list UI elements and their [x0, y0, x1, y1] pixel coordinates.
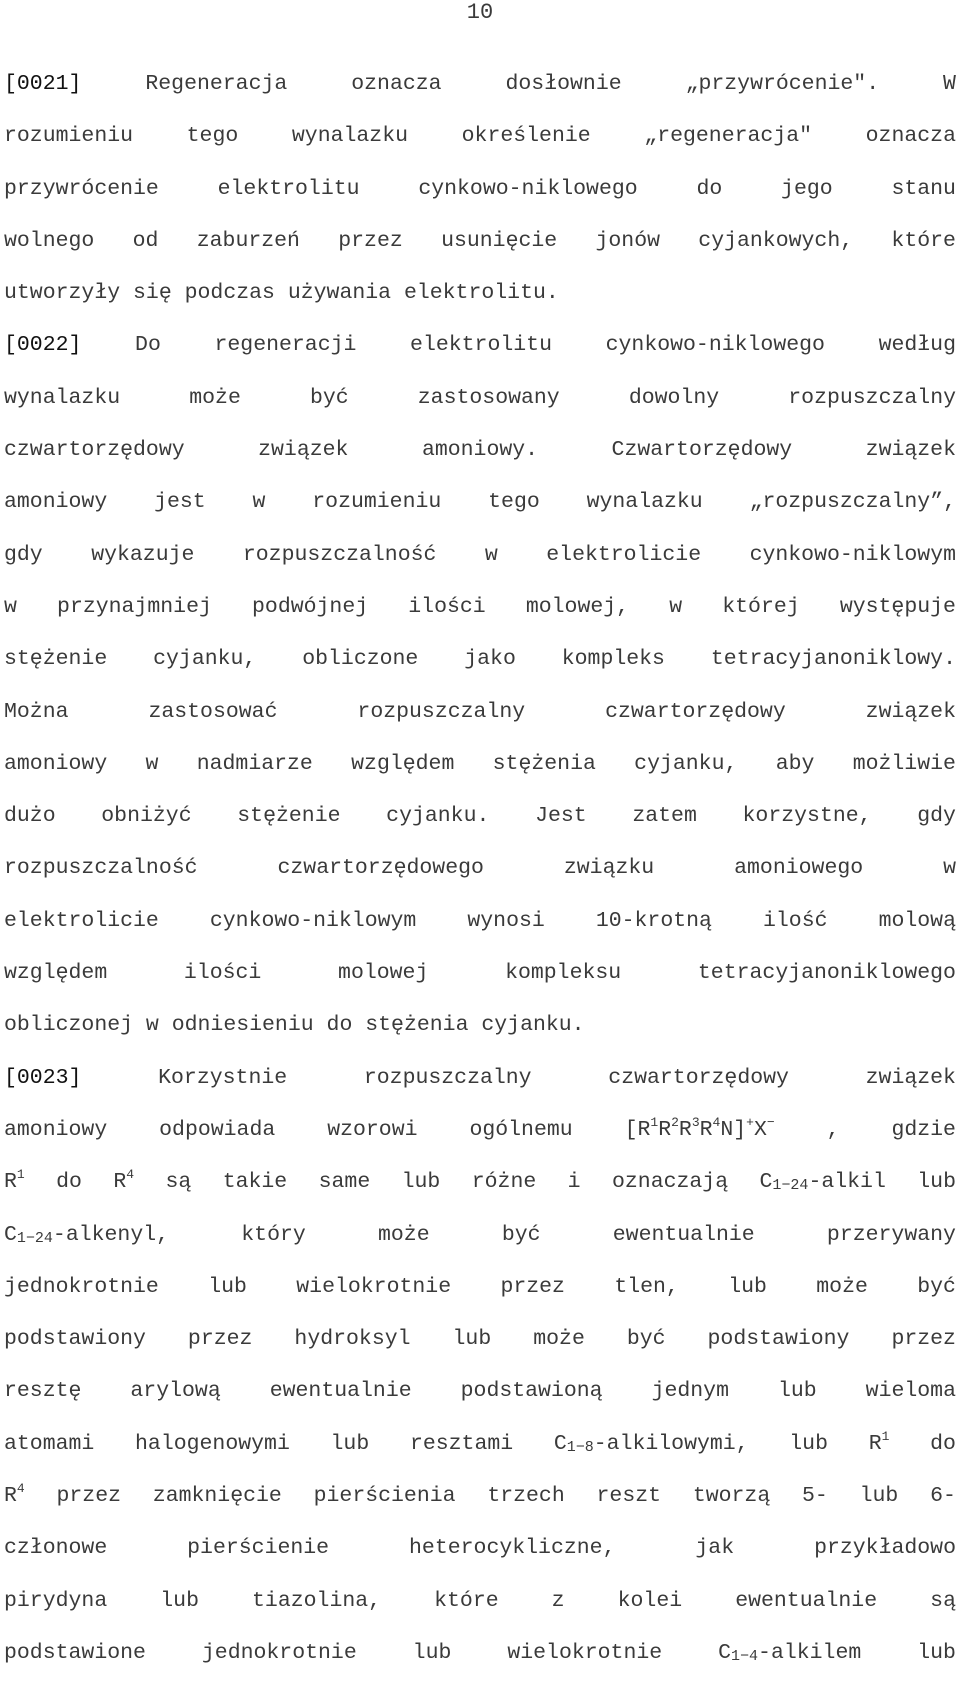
word: występuje: [839, 594, 956, 619]
text-line: [4, 901, 956, 953]
word: halogenowymi: [135, 1431, 290, 1456]
formula: [869, 1424, 890, 1464]
text-line: [4, 1215, 956, 1267]
word: hydroksyl: [294, 1327, 411, 1352]
formula-text: -alkil: [808, 1170, 886, 1195]
word: trzech: [487, 1484, 565, 1509]
word: W: [943, 72, 956, 96]
word: resztę: [4, 1379, 82, 1404]
word: może: [533, 1327, 585, 1352]
word: podczas: [184, 281, 275, 306]
text-line: [4, 535, 956, 587]
word: do: [930, 1431, 956, 1456]
formula: [4, 1215, 169, 1255]
word: resztami: [409, 1431, 514, 1456]
superscript: 4: [126, 1167, 135, 1183]
word: Regeneracja: [145, 72, 288, 96]
word: amoniowy: [4, 490, 108, 515]
document-body: [4, 64, 956, 1685]
word: rozumieniu: [312, 490, 442, 515]
word: względem: [351, 751, 455, 776]
word: kolei: [617, 1588, 683, 1613]
word: zaburzeń: [196, 228, 300, 253]
word: aby: [775, 751, 815, 776]
word: według: [878, 333, 956, 358]
word: tlen,: [614, 1274, 679, 1299]
word: przykładowo: [814, 1536, 956, 1561]
word: heterocykliczne,: [409, 1536, 616, 1561]
word: ilości: [183, 961, 262, 986]
word: w: [145, 1013, 159, 1038]
word: cyjankowych,: [698, 228, 854, 253]
text-line: [4, 1371, 956, 1423]
word: jako: [464, 647, 516, 672]
word: ilość: [763, 908, 828, 933]
word: tworzą: [692, 1484, 771, 1509]
word: lub: [789, 1431, 828, 1456]
word: cynkowo-niklowego: [418, 176, 638, 201]
superscript: −: [766, 1114, 775, 1130]
formula: [554, 1424, 749, 1464]
word: „regeneracja": [644, 124, 813, 149]
text-line: [4, 273, 956, 325]
word: czwartorzędowego: [277, 856, 484, 881]
text-line: [4, 744, 956, 796]
word: związek: [865, 699, 956, 724]
text-line: [4, 325, 956, 377]
word: czwartorzędowy: [608, 1065, 789, 1090]
word: jego: [781, 176, 833, 201]
word: związek: [258, 438, 349, 463]
text-line: [4, 1528, 956, 1580]
word: pirydyna: [4, 1588, 108, 1613]
word: arylową: [130, 1379, 221, 1404]
word: być: [917, 1274, 956, 1299]
word: do: [696, 176, 723, 201]
text-line: [4, 1581, 956, 1633]
word: rozpuszczalność: [242, 542, 437, 567]
word: być: [309, 385, 349, 410]
formula-text: R: [113, 1170, 127, 1195]
word: molowej: [338, 961, 429, 986]
word: Można: [4, 699, 69, 724]
word: może: [378, 1222, 430, 1247]
word: przez: [56, 1484, 122, 1509]
word: określenie: [461, 124, 591, 149]
word: gdzie: [891, 1117, 956, 1142]
word: lub: [859, 1484, 899, 1509]
word: elektrolicie: [546, 542, 702, 567]
text-line: [4, 378, 956, 430]
word: od: [132, 228, 159, 253]
word: amoniowy: [4, 751, 108, 776]
word: czwartorzędowy: [605, 699, 786, 724]
word: możliwie: [852, 751, 956, 776]
word: wynalazku: [586, 490, 703, 515]
word: przez: [187, 1327, 253, 1352]
word: przynajmniej: [57, 594, 212, 619]
word: dosłownie: [505, 72, 622, 96]
word: i: [567, 1170, 581, 1195]
word: rozpuszczalny: [788, 385, 956, 410]
text-line: [4, 1058, 956, 1110]
word: elektrolitu: [217, 176, 360, 201]
word: związek: [865, 438, 956, 463]
word: są: [165, 1170, 192, 1195]
subscript: 1−24: [772, 1177, 809, 1195]
word: członowe: [4, 1536, 108, 1561]
word: zamknięcie: [152, 1484, 282, 1509]
word: być: [501, 1222, 541, 1247]
word: 5-: [802, 1484, 828, 1509]
text-line: [4, 848, 956, 900]
formula: [718, 1633, 861, 1673]
word: związku: [563, 856, 655, 881]
word: Do: [135, 333, 161, 358]
word: utworzyły: [4, 281, 121, 306]
text-line: [4, 1476, 956, 1528]
text-line: [4, 1162, 956, 1214]
text-line: [4, 430, 956, 482]
word: ilości: [408, 594, 486, 619]
formula-text: R: [699, 1117, 713, 1142]
formula-text: C: [718, 1640, 732, 1665]
word: lub: [452, 1327, 492, 1352]
word: korzystne,: [742, 804, 872, 829]
superscript: 1: [16, 1167, 25, 1183]
word: do: [56, 1170, 82, 1195]
word: jednokrotnie: [4, 1274, 159, 1299]
word: obniżyć: [101, 804, 192, 829]
word: „przywrócenie".: [685, 72, 880, 96]
word: „rozpuszczalny”,: [749, 490, 956, 515]
word: wynalazku: [291, 124, 409, 149]
superscript: 3: [691, 1114, 700, 1130]
word: cyjanku,: [153, 647, 257, 672]
word: jonów: [595, 228, 660, 253]
word: oznacza: [351, 72, 442, 96]
formula: [4, 1162, 25, 1202]
word: lub: [777, 1379, 817, 1404]
word: reszt: [596, 1484, 662, 1509]
word: jak: [695, 1536, 735, 1561]
word: zatem: [632, 804, 697, 829]
word: dowolny: [628, 385, 720, 410]
word: cyjanku.: [481, 1013, 585, 1038]
word: w: [943, 856, 956, 881]
word: stężenie: [4, 647, 108, 672]
formula-text: [R: [624, 1117, 651, 1142]
word: 6-: [930, 1484, 956, 1509]
formula: [113, 1162, 134, 1202]
formula: [4, 1476, 25, 1516]
word: Korzystnie: [158, 1065, 288, 1090]
word: jednokrotnie: [201, 1640, 357, 1665]
text-line: [4, 1424, 956, 1476]
word: używania: [287, 281, 392, 306]
word: rozpuszczalny: [363, 1065, 532, 1090]
word: w: [145, 751, 159, 776]
word: usunięcie: [441, 228, 558, 253]
word: podstawioną: [460, 1379, 603, 1404]
text-line: [4, 116, 956, 168]
formula-text: R: [4, 1484, 17, 1509]
word: amoniowego: [734, 856, 864, 881]
word: stężenia: [365, 1013, 469, 1038]
word: ogólnemu: [469, 1117, 573, 1142]
formula-text: C: [553, 1431, 567, 1456]
formula-text: R: [4, 1170, 17, 1195]
word: związek: [865, 1065, 956, 1090]
word: pierścienie: [187, 1536, 330, 1561]
text-line: [4, 169, 956, 221]
word: same: [318, 1170, 371, 1195]
word: elektrolitu: [410, 333, 552, 358]
word: zastosować: [148, 699, 278, 724]
word: do: [326, 1013, 353, 1038]
word: elektrolitu.: [403, 281, 559, 306]
word: elektrolicie: [4, 908, 159, 933]
word: lub: [917, 1170, 956, 1195]
formula-text: R: [868, 1431, 882, 1456]
word: podwójnej: [252, 594, 369, 619]
word: lub: [728, 1274, 767, 1299]
word: obliczonej: [4, 1013, 134, 1038]
word: różne: [471, 1170, 537, 1195]
word: ewentualnie: [735, 1588, 878, 1613]
word: tetracyjanoniklowego: [697, 961, 956, 986]
word: nadmiarze: [196, 751, 313, 776]
superscript: 4: [16, 1481, 25, 1497]
word: amoniowy: [4, 1117, 108, 1142]
word: molową: [878, 908, 956, 933]
formula: [760, 1162, 886, 1202]
word: regeneracji: [214, 333, 357, 358]
word: które: [434, 1588, 499, 1613]
text-line: [4, 796, 956, 848]
word: być: [626, 1327, 666, 1352]
word: tego: [488, 490, 540, 515]
word: odniesieniu: [171, 1013, 314, 1038]
word: tiazolina,: [252, 1588, 382, 1613]
formula-text: -alkilowymi,: [593, 1431, 749, 1456]
formula-text: N]: [720, 1117, 747, 1142]
word: rozumieniu: [4, 124, 134, 149]
word: amoniowy.: [421, 438, 539, 463]
text-line: [4, 64, 956, 116]
paragraph-number: [0021]: [4, 72, 82, 96]
text-line: [4, 1110, 956, 1162]
subscript: 1−8: [566, 1438, 594, 1456]
word: lub: [330, 1431, 370, 1456]
word: przez: [500, 1274, 565, 1299]
word: cyjanku.: [386, 804, 490, 829]
word: oznaczają: [611, 1170, 729, 1195]
text-line: [4, 1005, 956, 1057]
word: gdy: [917, 804, 956, 829]
word: kompleksu: [505, 961, 622, 986]
paragraph-number: [0022]: [4, 333, 82, 358]
word: w: [484, 542, 498, 567]
word: lub: [412, 1640, 452, 1665]
page-number: 10: [466, 0, 494, 25]
word: cynkowo-niklowym: [209, 908, 417, 933]
word: wzorowi: [327, 1117, 418, 1142]
text-line: [4, 639, 956, 691]
word: wielokrotnie: [296, 1274, 452, 1299]
word: ,: [826, 1117, 840, 1142]
word: lub: [160, 1588, 199, 1613]
word: w: [669, 594, 683, 619]
word: atomami: [4, 1431, 95, 1456]
text-line: [4, 587, 956, 639]
text-line: [4, 482, 956, 534]
word: względem: [4, 961, 108, 986]
word: ewentualnie: [612, 1222, 755, 1247]
formula-text: R: [678, 1117, 692, 1142]
word: gdy: [4, 542, 43, 567]
word: rozpuszczalność: [4, 856, 198, 881]
word: może: [816, 1274, 868, 1299]
word: są: [930, 1588, 956, 1613]
superscript: 2: [671, 1114, 679, 1130]
word: w: [4, 594, 17, 619]
word: może: [189, 385, 241, 410]
word: podstawiony: [707, 1327, 850, 1352]
word: przez: [891, 1327, 956, 1352]
word: wynalazku: [4, 385, 121, 410]
formula-text: -alkilem: [758, 1640, 862, 1665]
word: z: [551, 1588, 565, 1613]
word: który: [241, 1222, 306, 1247]
word: wielokrotnie: [507, 1640, 663, 1665]
word: podstawione: [4, 1640, 146, 1665]
word: odpowiada: [159, 1117, 276, 1142]
paragraph-number: [0023]: [4, 1065, 82, 1090]
word: tetracyjanoniklowy.: [710, 647, 956, 672]
word: cynkowo-niklowym: [749, 542, 956, 567]
word: przywrócenie: [4, 176, 159, 201]
word: przez: [338, 228, 403, 253]
text-line: [4, 692, 956, 744]
word: cyjanku,: [634, 751, 738, 776]
word: przerywany: [826, 1222, 956, 1247]
word: której: [722, 594, 800, 619]
superscript: 1: [650, 1114, 659, 1130]
word: czwartorzędowy: [4, 438, 185, 463]
word: pierścienia: [313, 1484, 456, 1509]
formula-text: X: [753, 1117, 767, 1142]
word: wieloma: [865, 1379, 956, 1404]
word: stężenie: [237, 804, 341, 829]
word: oznacza: [865, 124, 956, 149]
word: które: [891, 228, 956, 253]
word: rozpuszczalny: [357, 699, 526, 724]
word: lub: [917, 1640, 956, 1665]
text-line: [4, 953, 956, 1005]
text-line: [4, 1633, 956, 1685]
word: kompleks: [561, 647, 665, 672]
word: tego: [186, 124, 239, 149]
word: zastosowany: [417, 385, 560, 410]
subscript: 1−4: [731, 1647, 759, 1665]
word: obliczone: [302, 647, 419, 672]
word: jest: [154, 490, 206, 515]
word: dużo: [4, 804, 56, 829]
word: stężenia: [492, 751, 596, 776]
word: wolnego: [4, 228, 95, 253]
formula-text: R: [658, 1117, 672, 1142]
word: ewentualnie: [269, 1379, 412, 1404]
formula-text: -alkenyl,: [52, 1222, 170, 1247]
word: podstawiony: [4, 1327, 146, 1352]
text-line: [4, 1319, 956, 1371]
formula-text: C: [4, 1222, 17, 1247]
word: wykazuje: [91, 542, 195, 567]
text-line: [4, 221, 956, 273]
word: Jest: [535, 804, 587, 829]
word: Czwartorzędowy: [611, 438, 793, 463]
superscript: 4: [712, 1114, 721, 1130]
word: takie: [222, 1170, 288, 1195]
formula-text: C: [759, 1170, 773, 1195]
word: wynosi: [467, 908, 545, 933]
word: stanu: [891, 176, 956, 201]
text-line: [4, 1267, 956, 1319]
superscript: +: [746, 1114, 754, 1130]
word: 10-krotną: [595, 908, 712, 933]
word: lub: [401, 1170, 441, 1195]
formula: [625, 1110, 775, 1150]
word: lub: [208, 1274, 247, 1299]
word: w: [252, 490, 266, 515]
word: cynkowo-niklowego: [605, 333, 825, 358]
word: molowej,: [525, 594, 630, 619]
word: się: [133, 281, 172, 306]
superscript: 1: [881, 1428, 890, 1444]
word: jednym: [651, 1379, 729, 1404]
subscript: 1−24: [16, 1229, 53, 1247]
